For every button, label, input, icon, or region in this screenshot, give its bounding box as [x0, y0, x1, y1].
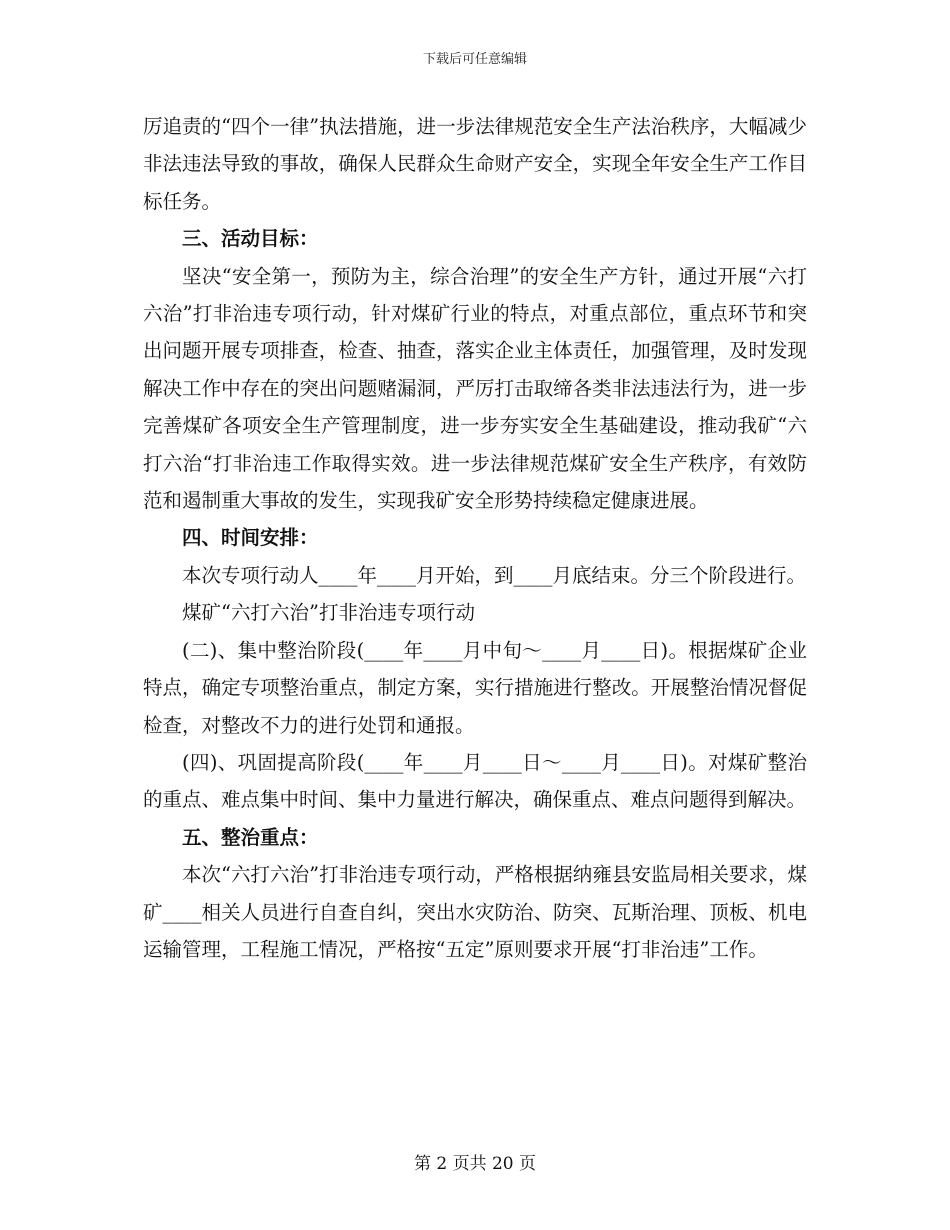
section-heading-schedule: 四、时间安排： [182, 526, 319, 550]
paragraph-action-title: 煤矿“六打六治”打非治违专项行动 [182, 601, 475, 625]
paragraph-focus: 本次“六打六治”打非治违专项行动，严格根据纳雍县安监局相关要求，煤矿____相关人员进行自查自纠，突出水灾防治、防突、瓦斯治理、顶板、机电运输管理，工程施工情况，严格按“五定”原则要求开展“打非治违”工作。 [143, 863, 807, 961]
paragraph-schedule: 本次专项行动人____年____月开始，到____月底结束。分三个阶段进行。 [182, 563, 807, 587]
paragraph-continuation: 厉追责的“四个一律”执法措施，进一步法律规范安全生产法治秩序，大幅减少非法违法导致的事故，确保人民群众生命财产安全，实现全年安全生产工作目标任务。 [143, 115, 807, 213]
paragraph-goals: 坚决“安全第一，预防为主，综合治理”的安全生产方针，通过开展“六打六治”打非治违专项行动，针对煤矿行业的特点，对重点部位，重点环节和突出问题开展专项排查，检查、抽查，落实企业主体责任，加强管理，及时发现解决工作中存在的突出问题赌漏洞，严厉打击取缔各类非法违法行为，进一步完善煤矿各项安全生产管理制度，进一步夯实安全生基础建设，推动我矿“六打六治“打非治违工作取得实效。进一步法律规范煤矿安全生产秩序，有效防范和遏制重大事故的发生，实现我矿安全形势持续稳定健康进展。 [143, 264, 807, 513]
paragraph-phase-four: (四)、巩固提高阶段(____年____月____日～____月____日)。对煤矿整治的重点、难点集中时间、集中力量进行解决，确保重点、难点问题得到解决。 [143, 750, 807, 812]
section-heading-focus: 五、整治重点： [182, 825, 319, 849]
document-body [143, 108, 807, 968]
page-header: 下载后可任意编辑 [422, 52, 527, 67]
page-number: 第 2 页共 20 页 [413, 1154, 537, 1174]
paragraph-phase-two: (二)、集中整治阶段(____年____月中旬～____月____日)。根据煤矿企业特点，确定专项整治重点，制定方案，实行措施进行整改。开展整治情况督促检查，对整改不力的进行处罚和通报。 [143, 638, 807, 737]
section-heading-goals: 三、活动目标： [182, 227, 319, 251]
